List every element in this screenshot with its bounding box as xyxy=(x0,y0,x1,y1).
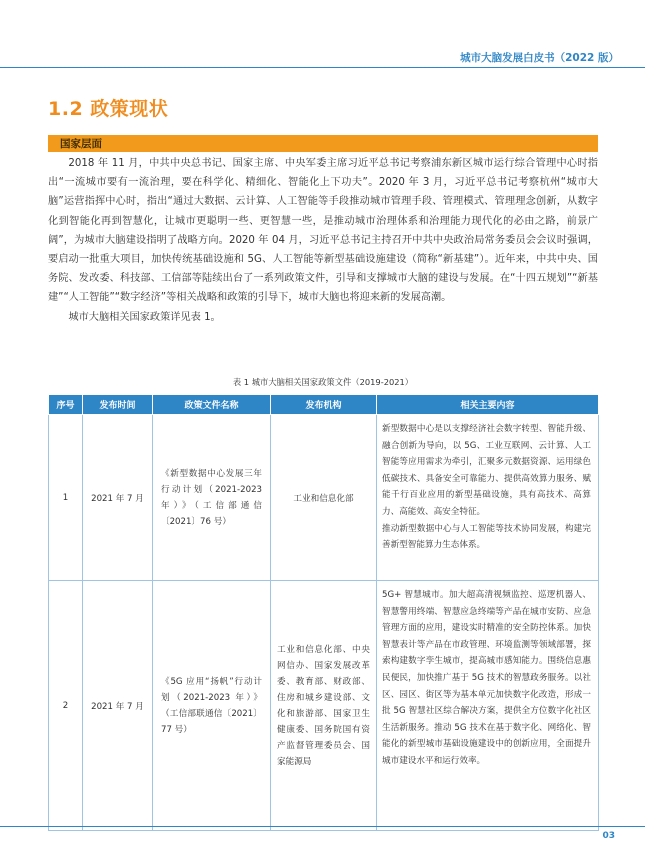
footer-divider xyxy=(0,826,645,827)
header-date: 发布时间 xyxy=(83,395,153,415)
policy-table xyxy=(48,394,599,831)
row-content xyxy=(377,581,599,831)
row-date: 2021 年 7 月 xyxy=(83,581,153,831)
row-content-paragraph: 5G+ 智慧城市。加大超高清视频监控、巡逻机器人、智慧警用终端、智慧应急终端等产品在城市安防、应急管理方面的应用，建设实时精准的安全防控体系。加快智慧表计等产品在市政管理、环境监测等领域部署，探索构建数字孪生城市，提高城市感知能力。围绕信息惠民便民，加快推广基于 5G 技术的智慧政务服务。以社区、园区、街区等为基本单元加快数字化改造，形成一批 5G 智慧社区综合解决方案，提供全方位数字化社区生活新服务。推动 5G 技术在基于数字化、网络化、智能化的新型城市基础设施建设中的创新应用，全面提升城市建设水平和运行效率。 xyxy=(382,590,591,766)
subsection-bar xyxy=(48,135,598,152)
row-content-paragraph: 推动新型数据中心与人工智能等技术协同发展，构建完善新型智能算力生态体系。 xyxy=(382,523,591,551)
table-row xyxy=(49,581,599,831)
table-row xyxy=(49,415,599,581)
document-title: 城市大脑发展白皮书（2022 版） xyxy=(460,52,619,64)
row-no: 1 xyxy=(49,415,83,581)
header-content: 相关主要内容 xyxy=(377,395,599,415)
row-policy-name: 《5G 应用“扬帆”行动计划（2021-2023 年）》（工信部联通信〔2021〕77 号） xyxy=(153,581,271,831)
section-heading: 1.2 政策现状 xyxy=(48,98,169,120)
row-agency: 工业和信息化部、中央网信办、国家发展改革委、教育部、财政部、住房和城乡建设部、文化和旅游部、国家卫生健康委、国务院国有资产监督管理委员会、国家能源局 xyxy=(271,581,377,831)
header-no: 序号 xyxy=(49,395,83,415)
row-policy-name: 《新型数据中心发展三年行动计划（2021-2023 年）》（工信部通信〔2021〕76 号） xyxy=(153,415,271,581)
subsection-label: 国家层面 xyxy=(60,138,102,150)
header-agency: 发布机构 xyxy=(271,395,377,415)
body-paragraph-2: 城市大脑相关国家政策详见表 1。 xyxy=(68,311,221,323)
body-paragraph-1: 2018 年 11 月，中共中央总书记、国家主席、中央军委主席习近平总书记考察浦东新区城市运行综合管理中心时指出“一流城市要有一流治理，要在科学化、精细化、智能化上下功夫”。2020 年 3 月，习近平总书记考察杭州“城市大脑”运营指挥中心时，指出“通过大数据、云计算、人工智能等手段推动城市管理手段、管理模式、管理理念创新，从数字化到智能化再到智慧化，让城市更聪明一些、更智慧一些，是推动城市治理体系和治理能力现代化的必由之路，前景广阔”，为城市大脑建设指明了战略方向。2020 年 04 月，习近平总书记主持召开中共中央政治局常务委员会会议时强调，要启动一批重大项目，加快传统基础设施和 5G、人工智能等新型基础设施建设（简称“新基建”）。近年来，中共中央、国务院、发改委、科技部、工信部等陆续出台了一系列政策文件，引导和支撑城市大脑的建设与发展。在“十四五规划”“新基建”“人工智能”“数字经济”等相关战略和政策的引导下，城市大脑也将迎来新的发展高潮。 xyxy=(48,158,598,304)
header-divider xyxy=(0,67,645,68)
body-text xyxy=(48,154,598,327)
page-number: 03 xyxy=(602,831,615,841)
table-header-row xyxy=(49,395,599,415)
row-no: 2 xyxy=(49,581,83,831)
row-content xyxy=(377,415,599,581)
table-caption: 表 1 城市大脑相关国家政策文件（2019-2021） xyxy=(232,377,414,387)
row-agency: 工业和信息化部 xyxy=(271,415,377,581)
header-name: 政策文件名称 xyxy=(153,395,271,415)
row-content-paragraph: 新型数据中心是以支撑经济社会数字转型、智能升级、融合创新为导向，以 5G、工业互联网、云计算、人工智能等应用需求为牵引，汇聚多元数据资源、运用绿色低碳技术、具备安全可靠能力、提供高效算力服务、赋能千行百业应用的新型基础设施，具有高技术、高算力、高能效、高安全特征。 xyxy=(382,424,591,517)
row-date: 2021 年 7 月 xyxy=(83,415,153,581)
